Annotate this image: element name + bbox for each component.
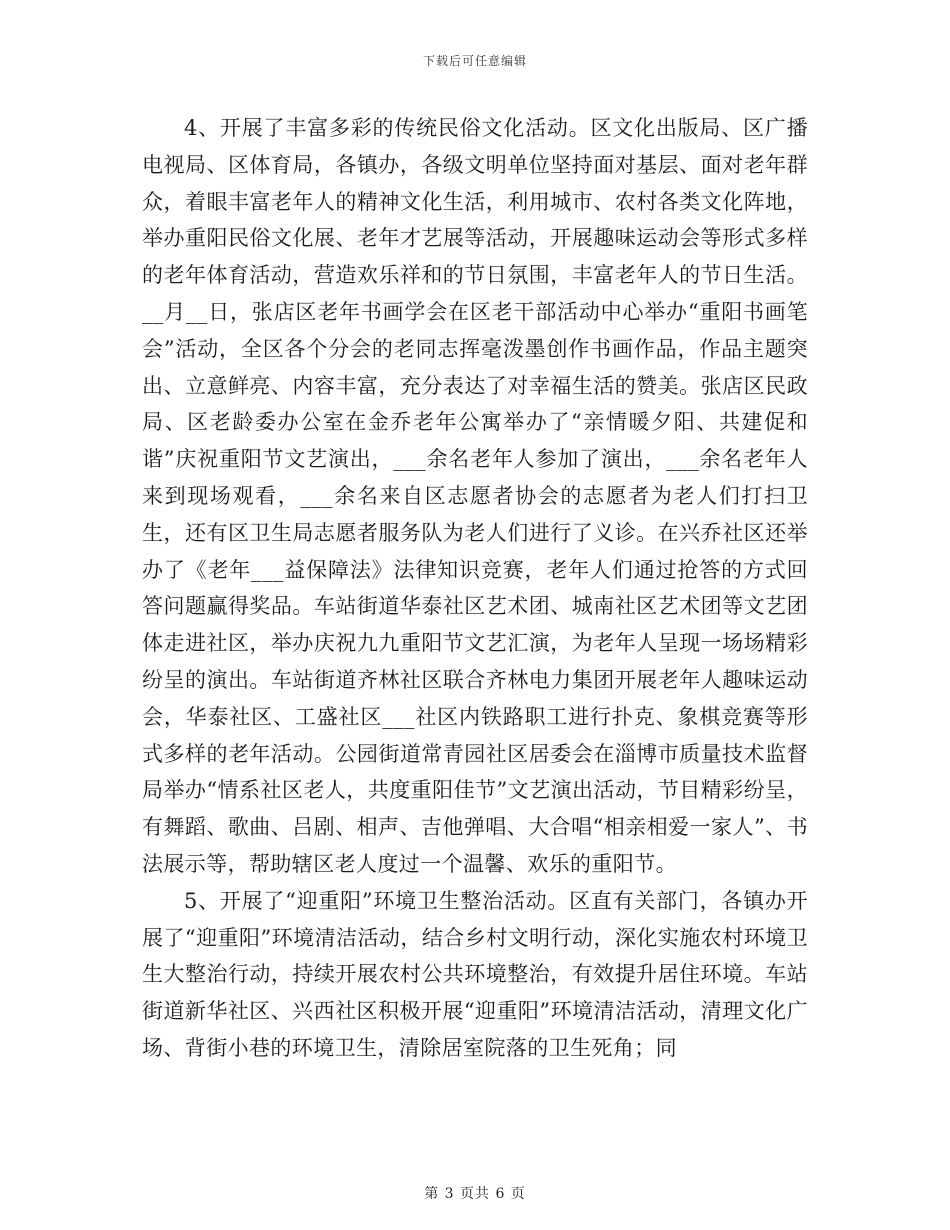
paragraph-5-environment: 5、开展了“迎重阳”环境卫生整治活动。区直有关部门，各镇办开展了“迎重阳”环境清洁活动，结合乡村文明行动，深化实施农村环境卫生大整治行动，持续开展农村公共环境整治，有效提升居住环境。车站街道新华社区、兴西社区积极开展“迎重阳”环境清洁活动，清理文化广场、背街小巷的环境卫生，清除居室院落的卫生死角；同 <box>142 888 808 1060</box>
document-body <box>142 110 808 1067</box>
paragraph-4-folk-culture: 4、开展了丰富多彩的传统民俗文化活动。区文化出版局、区广播电视局、区体育局，各镇办，各级文明单位坚持面对基层、面对老年群众，着眼丰富老年人的精神文化生活，利用城市、农村各类文化阵地，举办重阳民俗文化展、老年才艺展等活动，开展趣味运动会等形式多样的老年体育活动，营造欢乐祥和的节日氛围，丰富老年人的节日生活。__月__日，张店区老年书画学会在区老干部活动中心举办“重阳书画笔会”活动，全区各个分会的老同志挥毫泼墨创作书画作品，作品主题突出、立意鲜亮、内容丰富，充分表达了对幸福生活的赞美。张店区民政局、区老龄委办公室在金乔老年公寓举办了“亲情暖夕阳、共建促和谐”庆祝重阳节文艺演出，___余名老年人参加了演出，___余名老年人来到现场观看，___余名来自区志愿者协会的志愿者为老人们打扫卫生，还有区卫生局志愿者服务队为老人们进行了义诊。在兴乔社区还举办了《老年___益保障法》法律知识竞赛，老年人们通过抢答的方式回答问题赢得奖品。车站街道华泰社区艺术团、城南社区艺术团等文艺团体走进社区，举办庆祝九九重阳节文艺汇演，为老年人呈现一场场精彩纷呈的演出。车站街道齐林社区联合齐林电力集团开展老年人趣味运动会，华泰社区、工盛社区___社区内铁路职工进行扑克、象棋竞赛等形式多样的老年活动。公园街道常青园社区居委会在淄博市质量技术监督局举办“情系社区老人，共度重阳佳节”文艺演出活动，节目精彩纷呈，有舞蹈、歌曲、吕剧、相声、吉他弹唱、大合唱“相亲相爱一家人”、书法展示等，帮助辖区老人度过一个温馨、欢乐的重阳节。 <box>142 116 808 876</box>
page-footer: 第 3 页共 6 页 <box>424 1186 526 1202</box>
page-header: 下载后可任意编辑 <box>422 54 527 68</box>
